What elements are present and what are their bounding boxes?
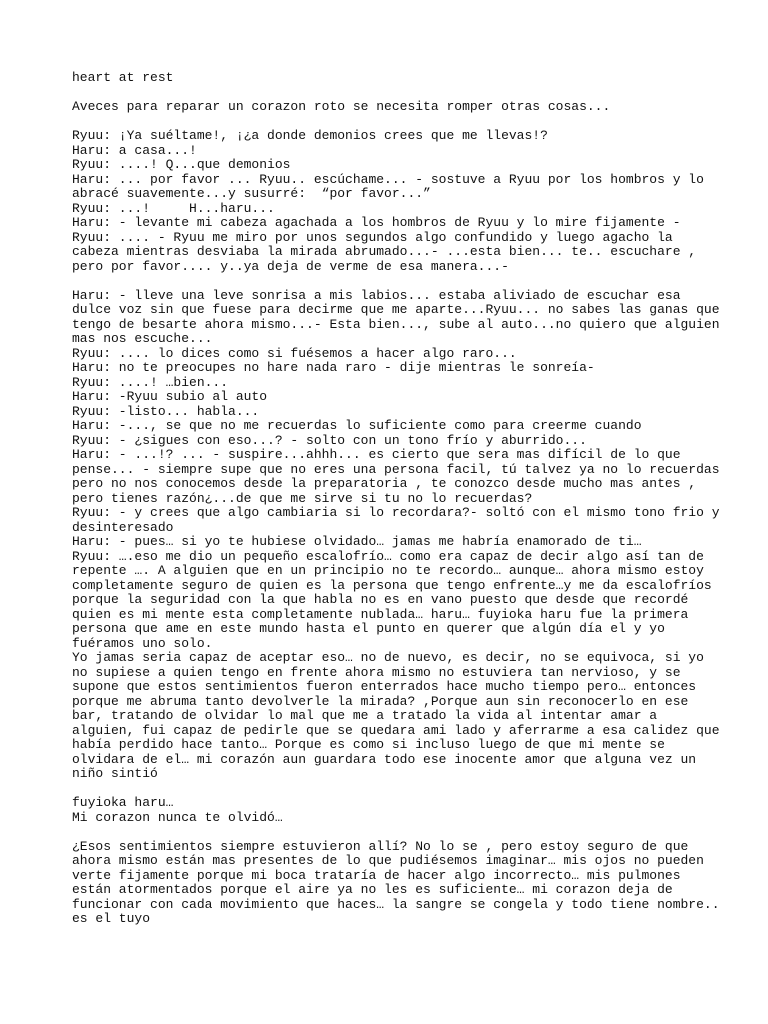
text-line: ¿Esos sentimientos siempre estuvieron allí? No lo se , pero estoy seguro de que [72,838,689,854]
paragraph-spacer [72,825,712,840]
text-line: Haru: -..., se que no me recuerdas lo suficiente como para creerme cuando [72,418,642,433]
text-line: Haru: - levante mi cabeza agachada a los hombros de Ryuu y lo mire fijamente - [72,215,681,230]
text-line: Ryuu: -listo... habla... [72,403,260,419]
paragraph-spacer [72,782,712,797]
text-line: fuéramos uno solo. [72,635,213,651]
text-line: completamente seguro de quien es la persona que tengo enfrente…y me da escalofríos [72,577,712,593]
text-line: pero tienes razón¿...de que me sirve si tu no lo recuerdas? [72,490,533,506]
text-line: Haru: ... por favor ... Ryuu.. escúchame... - sostuve a Ryuu por los hombros y lo [72,171,704,187]
text-line: pense... - siempre supe que no eres una persona facil, tú talvez ya no lo recuerdas [72,461,720,477]
text-line: Haru: - lleve una leve sonrisa a mis labios... estaba aliviado de escuchar esa [72,287,681,303]
text-line: niño sintió [72,766,158,781]
text-line: Ryuu: ….eso me dio un pequeño escalofrío… como era capaz de decir algo así tan de [72,548,704,564]
text-line: quien es mi mente esta completamente nublada… haru… fuyioka haru fue la primera [72,606,689,622]
text-line: había perdido hace tanto… Porque es como si incluso luego de que mi mente se [72,737,665,752]
text-line: Mi corazon nunca te olvidó… [72,809,283,825]
text-line: pero por favor.... y..ya deja de verme de esa manera...- [72,258,509,274]
text-line: Aveces para reparar un corazon roto se necesita romper otras cosas... [72,99,611,114]
text-line: cabeza mientras desviaba la mirada abrumado...- ...esta bien... te.. escuchare , [72,244,697,259]
text-line: Haru: -Ryuu subio al auto [72,389,268,404]
text-line: supone que estos sentimientos fueron enterrados hace mucho tiempo pero… entonces [72,679,697,694]
text-line: Ryuu: - y crees que algo cambiaria si lo recordara?- soltó con el mismo tono frio y [72,505,720,520]
text-line: es el tuyo [72,911,151,926]
document-body [72,99,720,927]
text-line: Haru: - ...!? ... - suspire...ahhh... es cierto que sera mas difícil de lo que [72,447,681,462]
text-line: ahora mismo están mas presentes de lo que pudiésemos imaginar… mis ojos no pueden [72,853,704,868]
paragraph-spacer [72,115,712,130]
paragraph [72,796,712,825]
text-line: funcionar con cada movimiento que haces… la sangre se congela y todo tiene nombre.. [72,896,720,912]
text-line: no supiese a quien tengo en frente ahora mismo no estuviera tan nervioso, y se [72,664,681,680]
text-line: Haru: a casa...! [72,142,197,158]
paragraph [72,287,720,782]
text-line: tengo de besarte ahora mismo...- Esta bien..., sube al auto...no quiero que alguien [72,316,720,332]
text-line: fuyioka haru… [72,795,174,810]
document-page [72,70,720,927]
text-line: Ryuu: ...! H...haru... [72,200,275,216]
text-line: Ryuu: ....! Q...que demonios [72,157,291,172]
text-line: bar, tratando de olvidar lo mal que me a tratado la vida al intentar amar a [72,708,658,723]
paragraph-spacer [72,86,712,101]
text-line: desinteresado [72,519,174,535]
text-line: dulce voz sin que fuese para decirme que me aparte...Ryuu... no sabes las ganas que [72,302,720,317]
text-line: olvidara de el… mi corazón aun guardara todo ese inocente amor que alguna vez un [72,751,697,767]
text-line: alguien, fui capaz de pedirle que se quedara ami lado y aferrarme a esa calidez que [72,722,720,738]
text-line: abracé suavemente...y susurré: “por favor...” [72,186,431,201]
document-title: heart at rest [72,70,174,85]
text-line: Haru: - pues… si yo te hubiese olvidado… jamas me habría enamorado de ti… [72,534,642,549]
text-line: repente …. A alguien que en un principio no te recordo… aunque… ahora mismo estoy [72,563,704,578]
text-line: Yo jamas seria capaz de aceptar eso… no de nuevo, es decir, no se equivoca, si yo [72,650,704,665]
text-line: verte fijamente porque mi boca trataría de hacer algo incorrecto… mis pulmones [72,867,681,883]
text-line: Ryuu: .... lo dices como si fuésemos a hacer algo raro... [72,345,517,361]
text-line: Ryuu: .... - Ryuu me miro por unos segundos algo confundido y luego agacho la [72,229,673,245]
paragraph [72,838,720,927]
text-line: pero no nos conocemos desde la preparatoria , te conozco desde mucho mas antes , [72,476,697,491]
text-line: Ryuu: ....! …bien... [72,374,229,390]
paragraph [72,100,712,115]
text-line: Ryuu: - ¿sigues con eso...? - solto con un tono frío y aburrido... [72,432,587,448]
text-line: Haru: no te preocupes no hare nada raro - dije mientras le sonreía- [72,360,595,375]
text-line: persona que ame en este mundo hasta el punto en querer que algún día el y yo [72,621,665,636]
text-line: porque la seguridad con la que habla no es en vano puesto que desde que recordé [72,592,689,607]
text-line: están atormentados porque el aire ya no les es suficiente… mi corazon deja de [72,882,673,897]
text-line: mas nos escuche... [72,331,213,346]
text-line: porque me abruma tanto devolverle la mirada? ,Porque aun sin reconocerlo en ese [72,693,689,709]
paragraph-spacer [72,274,712,289]
paragraph [72,129,712,274]
text-line: Ryuu: ¡Ya suéltame!, ¡¿a donde demonios crees que me llevas!? [72,128,548,143]
